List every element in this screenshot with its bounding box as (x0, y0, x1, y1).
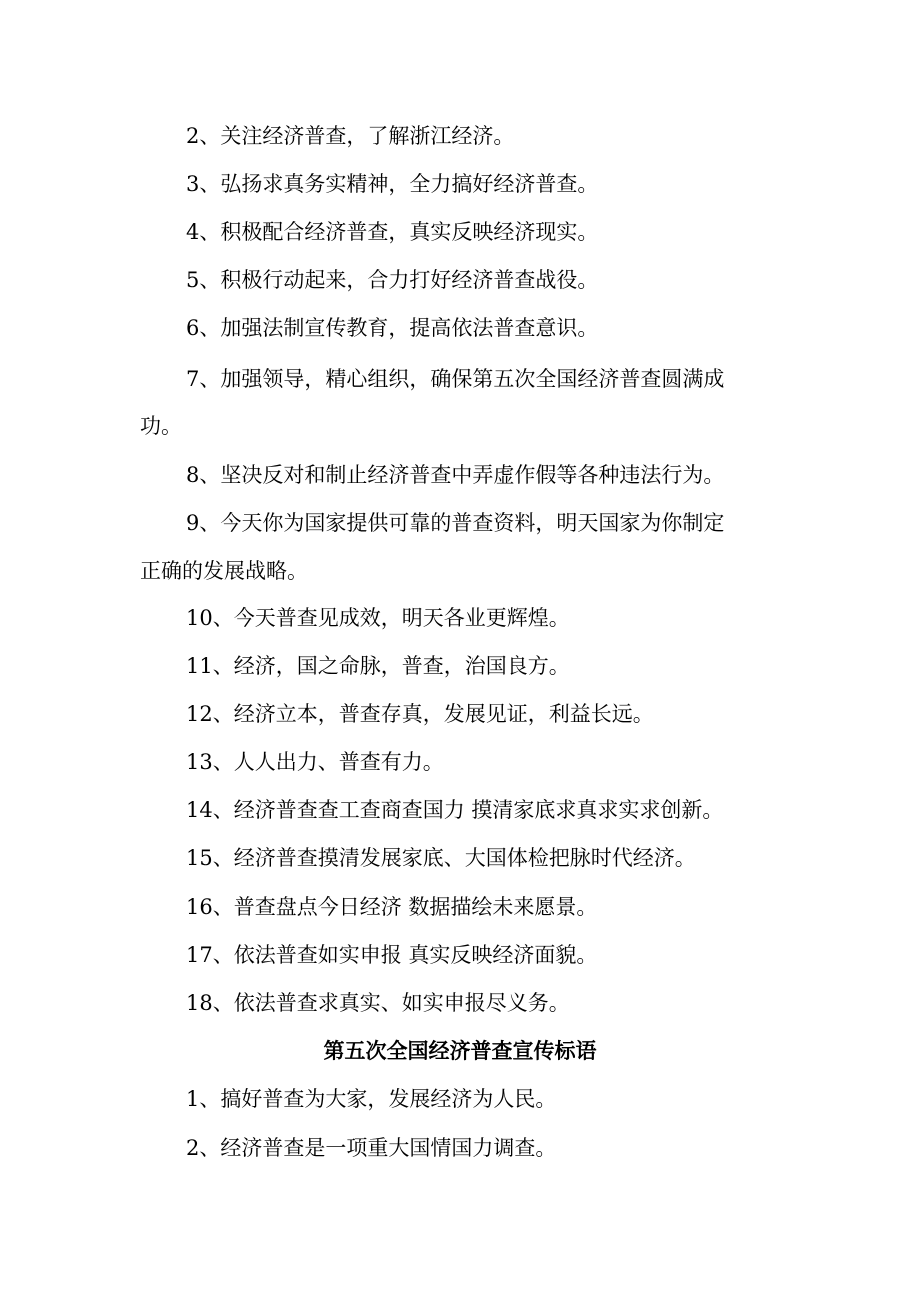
slogan-item: 10、今天普查见成效，明天各业更辉煌。 (186, 606, 570, 630)
slogan-item: 2、关注经济普查，了解浙江经济。 (186, 124, 515, 148)
slogan-item-7-line1: 7、加强领导，精心组织，确保第五次全国经济普查圆满成 (186, 367, 725, 391)
slogan-item-9-line2: 正确的发展战略。 (140, 559, 308, 583)
slogan-item: 3、弘扬求真务实精神，全力搞好经济普查。 (186, 172, 599, 196)
slogan-item: 13、人人出力、普查有力。 (186, 750, 444, 774)
slogan-item-7-line2: 功。 (140, 414, 182, 438)
slogan-item-8: 8、坚决反对和制止经济普查中弄虚作假等各种违法行为。 (186, 463, 725, 487)
section-title: 第五次全国经济普查宣传标语 (323, 1038, 597, 1063)
slogan-item: 4、积极配合经济普查，真实反映经济现实。 (186, 220, 599, 244)
slogan-item: 18、依法普查求真实、如实申报尽义务。 (186, 991, 570, 1015)
slogan-item: 5、积极行动起来，合力打好经济普查战役。 (186, 268, 599, 292)
slogan-item: 1、搞好普查为大家，发展经济为人民。 (186, 1087, 557, 1111)
slogan-item: 12、经济立本，普查存真，发展见证，利益长远。 (186, 702, 654, 726)
slogan-item: 15、经济普查摸清发展家底、大国体检把脉时代经济。 (186, 846, 696, 870)
slogan-item: 2、经济普查是一项重大国情国力调查。 (186, 1136, 557, 1160)
slogan-item: 17、依法普查如实申报 真实反映经济面貌。 (186, 943, 598, 967)
slogan-item: 11、经济，国之命脉，普查，治国良方。 (186, 654, 570, 678)
slogan-item-9-line1: 9、今天你为国家提供可靠的普查资料，明天国家为你制定 (186, 511, 725, 535)
slogan-item: 6、加强法制宣传教育，提高依法普查意识。 (186, 316, 599, 340)
slogan-item: 14、经济普查查工查商查国力 摸清家底求真求实求创新。 (186, 798, 724, 822)
slogan-item: 16、普查盘点今日经济 数据描绘未来愿景。 (186, 895, 598, 919)
